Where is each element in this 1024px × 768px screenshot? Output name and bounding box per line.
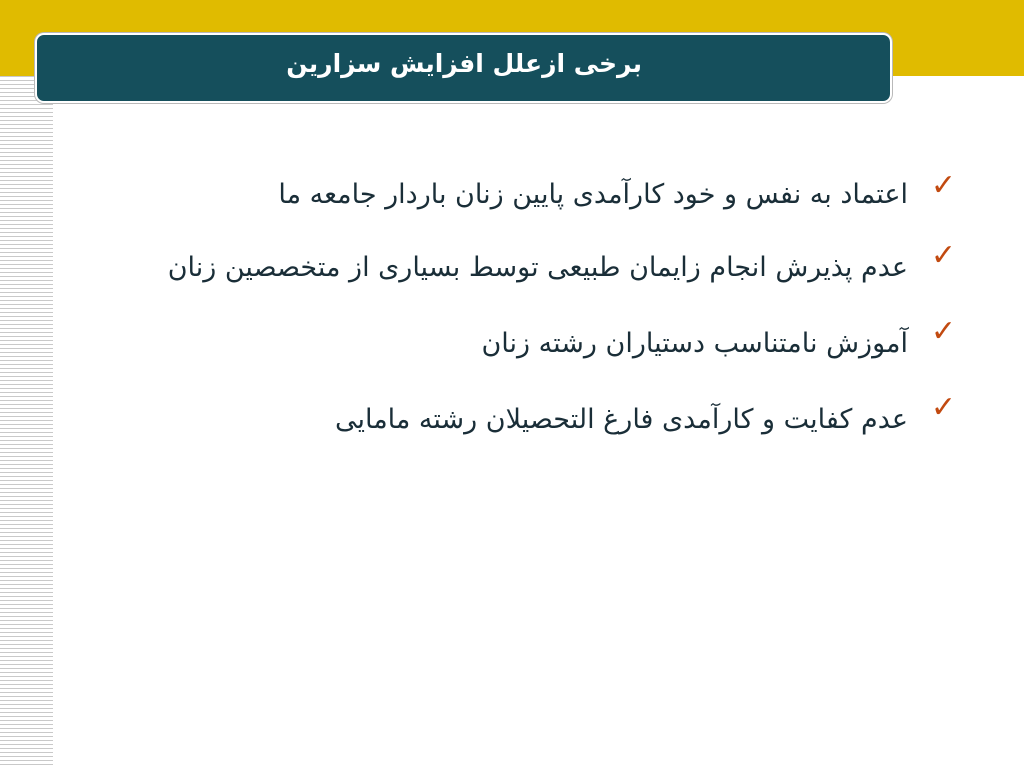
bullet-item <box>90 382 970 458</box>
bullet-item <box>90 160 970 230</box>
checkmark-icon: ✓ <box>930 168 956 203</box>
bullet-text: اعتماد به نفس و خود کارآمدی پایین زنان باردار جامعه ما <box>278 179 908 210</box>
checkmark-icon: ✓ <box>930 238 956 273</box>
bullet-list <box>90 160 970 458</box>
bullet-item <box>90 306 970 382</box>
checkmark-icon: ✓ <box>930 390 956 425</box>
bullet-text: آموزش نامتناسب دستیاران رشته زنان <box>481 328 908 359</box>
bullet-text: عدم کفایت و کارآمدی فارغ التحصیلان رشته مامایی <box>334 404 908 435</box>
slide-title: برخی ازعلل افزایش سزارین <box>286 49 642 78</box>
checkmark-icon: ✓ <box>930 314 956 349</box>
bullet-text: عدم پذیرش انجام زایمان طبیعی توسط بسیاری از متخصصین زنان <box>167 252 908 283</box>
title-banner <box>35 33 892 103</box>
left-striped-border <box>0 76 53 768</box>
bullet-item <box>90 230 970 306</box>
